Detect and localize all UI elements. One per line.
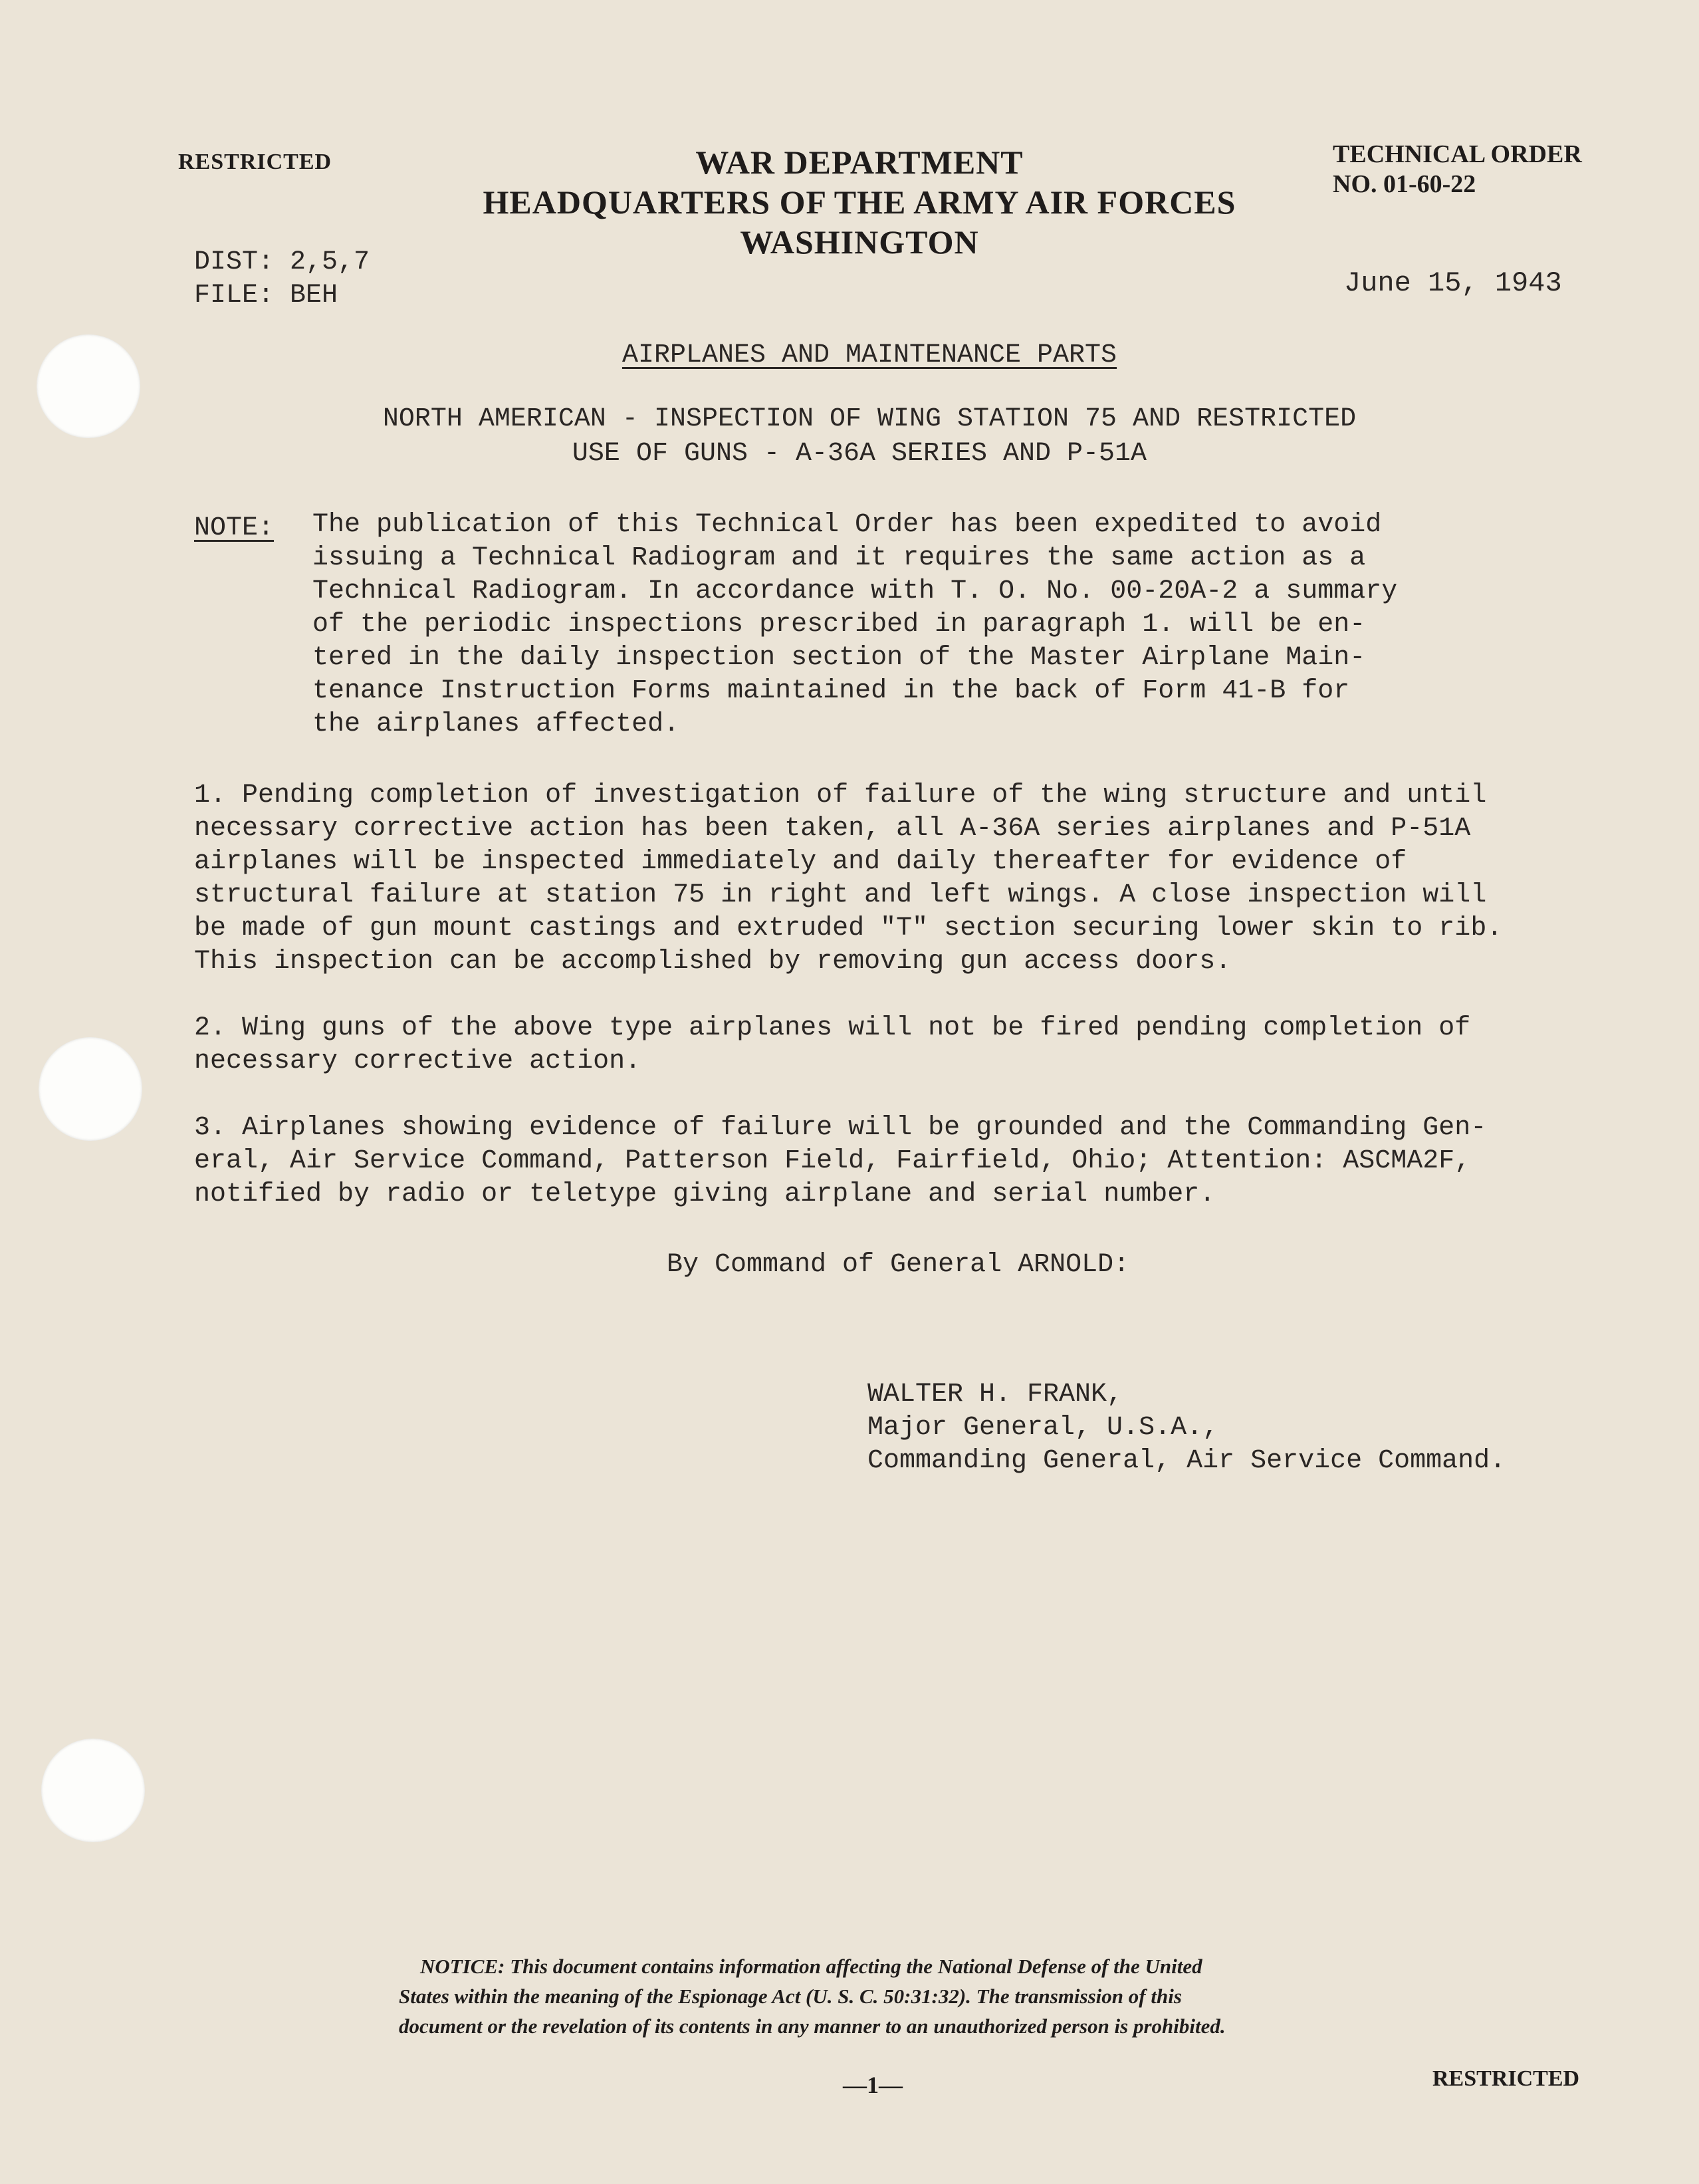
note-line: tenance Instruction Forms maintained in the back of Form 41-B for <box>312 676 1350 706</box>
note-line: tered in the daily inspection section of the Master Airplane Main- <box>312 643 1366 673</box>
notice-line: NOTICE: This document contains information affecting the National Defense of the United <box>420 1955 1202 1978</box>
paragraph-line: notified by radio or teletype giving airplane and serial number. <box>194 1179 1216 1209</box>
page-number: —1— <box>843 2072 903 2098</box>
note-line: Technical Radiogram. In accordance with T. O. No. 00-20A-2 a summary <box>312 576 1398 606</box>
note-line: The publication of this Technical Order has been expedited to avoid <box>312 510 1382 540</box>
paragraph-line: necessary corrective action. <box>194 1046 641 1076</box>
notice-line: States within the meaning of the Espionage Act (U. S. C. 50:31:32). The transmission of this <box>399 1985 1182 2008</box>
distribution-code: DIST: 2,5,7 <box>194 247 370 277</box>
paragraph-line: necessary corrective action has been taken, all A-36A series airplanes and P-51A <box>194 814 1471 844</box>
technical-order-label: TECHNICAL ORDER <box>1333 140 1582 168</box>
note-label: NOTE: <box>194 513 275 543</box>
document-date: June 15, 1943 <box>1344 267 1562 299</box>
subject-title-line-2: USE OF GUNS - A-36A SERIES AND P-51A <box>572 439 1147 469</box>
paragraph-line: eral, Air Service Command, Patterson Field, Fairfield, Ohio; Attention: ASCMA2F, <box>194 1146 1471 1176</box>
paragraph-line: 1. Pending completion of investigation of failure of the wing structure and until <box>194 781 1487 810</box>
paragraph-line: 2. Wing guns of the above type airplanes will not be fired pending completion of <box>194 1013 1471 1043</box>
signatory-name: WALTER H. FRANK, <box>867 1380 1123 1409</box>
binder-hole-middle <box>39 1037 142 1141</box>
signatory-position: Commanding General, Air Service Command. <box>867 1446 1506 1476</box>
file-code: FILE: BEH <box>194 281 338 310</box>
department-line-1: WAR DEPARTMENT <box>695 144 1024 181</box>
paragraph-line: be made of gun mount castings and extruded "T" section securing lower skin to rib. <box>194 913 1503 943</box>
paragraph-line: 3. Airplanes showing evidence of failure will be grounded and the Commanding Gen- <box>194 1113 1487 1143</box>
paragraph-line: This inspection can be accomplished by removing gun access doors. <box>194 947 1232 977</box>
paragraph-line: structural failure at station 75 in right and left wings. A close inspection will <box>194 880 1487 910</box>
note-line: issuing a Technical Radiogram and it requires the same action as a <box>312 543 1366 573</box>
note-line: of the periodic inspections prescribed in paragraph 1. will be en- <box>312 610 1366 640</box>
classification-bottom: RESTRICTED <box>1432 2066 1580 2091</box>
classification-top: RESTRICTED <box>178 150 332 174</box>
subject-title-line-1: NORTH AMERICAN - INSPECTION OF WING STATION 75 AND RESTRICTED <box>382 404 1357 434</box>
note-line: the airplanes affected. <box>312 709 680 739</box>
by-command-line: By Command of General ARNOLD: <box>667 1250 1130 1280</box>
binder-hole-bottom <box>41 1739 145 1842</box>
department-line-2: HEADQUARTERS OF THE ARMY AIR FORCES <box>483 183 1236 221</box>
paragraph-line: airplanes will be inspected immediately and daily thereafter for evidence of <box>194 847 1407 877</box>
notice-line: document or the revelation of its contents in any manner to an unauthorized person is prohibited. <box>399 2014 1226 2038</box>
signatory-rank: Major General, U.S.A., <box>867 1413 1219 1443</box>
technical-order-number: NO. 01-60-22 <box>1333 170 1476 198</box>
subject-category: AIRPLANES AND MAINTENANCE PARTS <box>622 340 1117 370</box>
department-line-3: WASHINGTON <box>740 223 979 261</box>
